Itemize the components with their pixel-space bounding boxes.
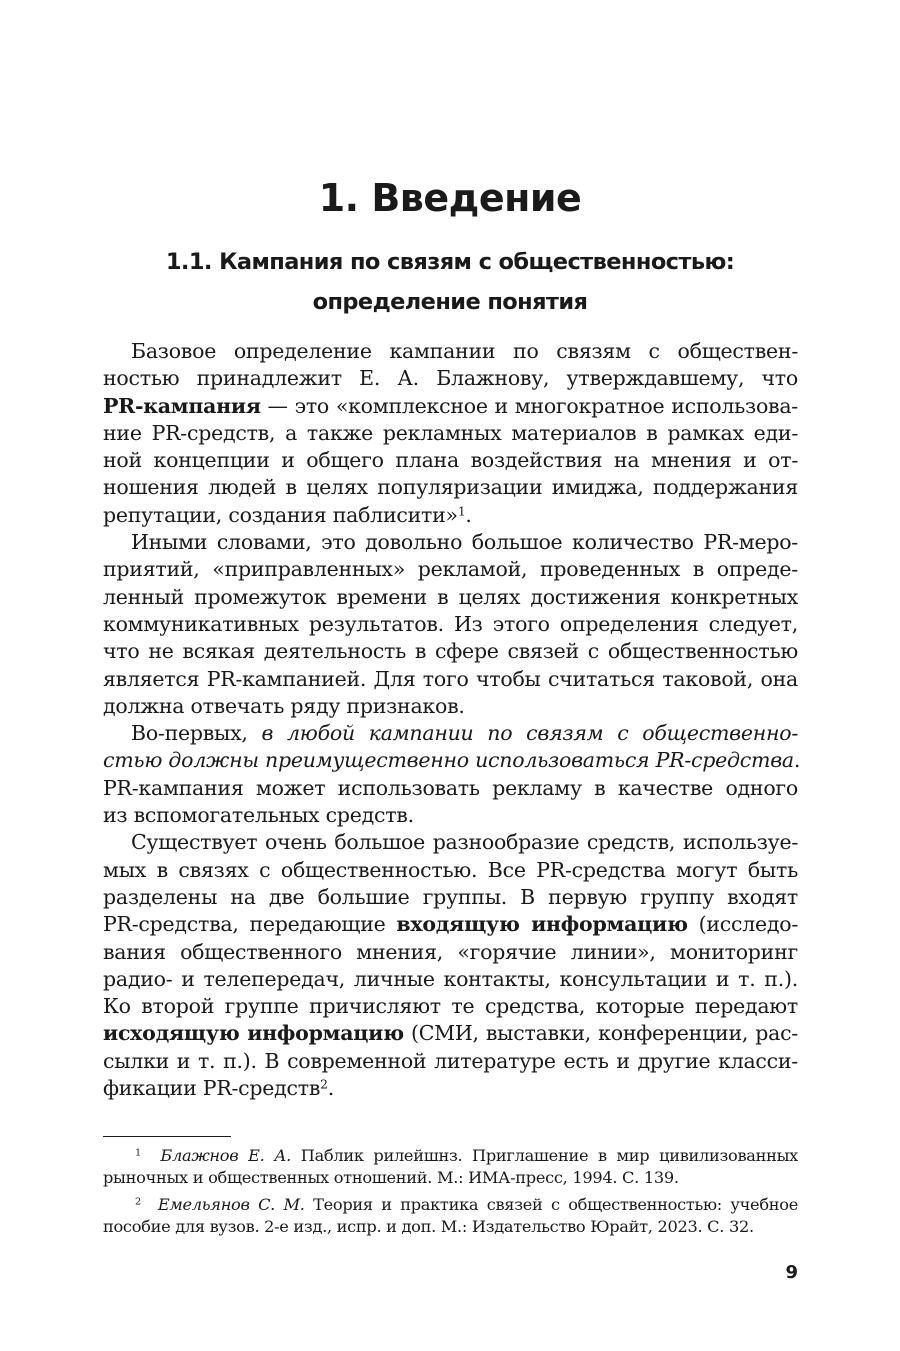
text-line bbox=[103, 720, 798, 747]
footnote-mark: 2 bbox=[135, 1196, 141, 1208]
text-line: Иными словами, это довольно большое количество PR-меро- bbox=[131, 530, 798, 555]
text-run: Паблик рилейшнз. Приглашение в мир цивилизованных bbox=[291, 1146, 798, 1165]
footnote-mark: 1 bbox=[135, 1147, 141, 1159]
footnote-line bbox=[103, 1145, 798, 1167]
text-run: PR-средства, передающие bbox=[103, 912, 397, 937]
text-run: репутации, создания паблисити» bbox=[103, 502, 458, 527]
footnote-ref[interactable]: 1 bbox=[457, 504, 466, 519]
text-line: Ко второй группе причисляют те средства, которые передают bbox=[103, 994, 798, 1019]
text-run: . bbox=[327, 1076, 335, 1101]
paragraph bbox=[103, 338, 798, 529]
text-run: Теория и практика связей с общественностью: учебное bbox=[304, 1195, 798, 1215]
text-line: ленный промежуток времени в целях достижения конкретных bbox=[103, 584, 798, 609]
text-line: ностью принадлежит Е. А. Блажнову, утверждавшему, что bbox=[103, 366, 798, 391]
text-run: фикации PR-средств bbox=[103, 1076, 321, 1101]
page-number: 9 bbox=[785, 1262, 798, 1283]
footnote-line: пособие для вузов. 2-е изд., испр. и доп. М.: Издательство Юрайт, 2023. С. 32. bbox=[103, 1216, 754, 1236]
footnote bbox=[103, 1145, 798, 1188]
text-line: ние PR-средств, а также рекламных материалов в рамках еди- bbox=[103, 420, 798, 445]
term-bold: PR-кампания bbox=[103, 393, 261, 418]
text-line bbox=[103, 1020, 798, 1047]
text-line: мых в связях с общественностью. Все PR-средства могут быть bbox=[103, 857, 798, 882]
text-line: коммуникативных результатов. Из этого определения следует, bbox=[103, 611, 798, 636]
text-line: должна отвечать ряду признаков. bbox=[103, 693, 465, 718]
body-text bbox=[103, 338, 801, 1102]
footnote-ref[interactable]: 2 bbox=[320, 1077, 328, 1092]
paragraph bbox=[103, 529, 798, 720]
text-line: из вспомогательных средств. bbox=[103, 803, 414, 828]
text-run: (СМИ, выставки, конференции, рас- bbox=[403, 1021, 798, 1046]
footnote-author: Блажнов Е. А. bbox=[160, 1146, 292, 1165]
emphasis-italic: стью должны преимущественно использоваться PR-средства bbox=[103, 748, 794, 773]
text-line: вания общественного мнения, «горячие линии», мониторинг bbox=[103, 939, 798, 964]
text-line bbox=[103, 911, 798, 938]
section-title-line: 1.1. Кампания по связям с общественностью: bbox=[165, 249, 735, 275]
emphasis-italic: в любой кампании по связям с общественно- bbox=[261, 721, 799, 746]
footnote bbox=[103, 1194, 798, 1237]
footnote-line: рыночных и общественных отношений. М.: ИМА-пресс, 1994. С. 139. bbox=[103, 1167, 679, 1187]
text-line bbox=[103, 502, 798, 529]
text-line: ношения людей в целях популяризации имиджа, поддержания bbox=[103, 475, 798, 500]
footnote-author: Емельянов С. М. bbox=[157, 1195, 305, 1215]
paragraph bbox=[103, 720, 801, 829]
term-bold: входящую информацию bbox=[396, 912, 688, 937]
text-line: разделены на две большие группы. В первую группу входят bbox=[103, 884, 798, 909]
text-line bbox=[103, 1075, 798, 1102]
text-line: сылки и т. п.). В современной литературе есть и другие класси- bbox=[103, 1048, 798, 1073]
section-title-line: определение понятия bbox=[312, 289, 588, 315]
section-title bbox=[0, 242, 900, 322]
text-run: . bbox=[465, 502, 472, 527]
text-line bbox=[103, 747, 801, 774]
chapter-title: 1. Введение bbox=[318, 176, 582, 220]
footnotes bbox=[103, 1145, 798, 1237]
text-line: является PR-кампанией. Для того чтобы считаться таковой, она bbox=[103, 666, 798, 691]
footnote-line bbox=[103, 1194, 798, 1216]
text-line: ной концепции и общего плана воздействия на мнения и от- bbox=[103, 448, 798, 473]
text-run: — это «комплексное и многократное использова- bbox=[260, 393, 798, 418]
paragraph bbox=[103, 829, 798, 1102]
text-run: (исследо- bbox=[687, 912, 799, 937]
text-line bbox=[103, 393, 798, 420]
text-line: Базовое определение кампании по связям с обществен- bbox=[131, 339, 798, 363]
text-run: . bbox=[793, 748, 801, 773]
term-bold: исходящую информацию bbox=[103, 1021, 404, 1046]
text-run: Во-первых, bbox=[131, 721, 262, 746]
text-line: приятий, «приправленных» рекламой, проведенных в опреде- bbox=[103, 557, 798, 582]
text-line: что не всякая деятельность в сфере связей с общественностью bbox=[103, 639, 798, 664]
text-line: радио- и телепередач, личные контакты, консультации и т. п.). bbox=[103, 966, 798, 991]
text-line: PR-кампания может использовать рекламу в качестве одного bbox=[103, 775, 798, 800]
text-line: Существует очень большое разнообразие средств, используе- bbox=[131, 830, 798, 855]
footnote-divider bbox=[103, 1136, 231, 1137]
